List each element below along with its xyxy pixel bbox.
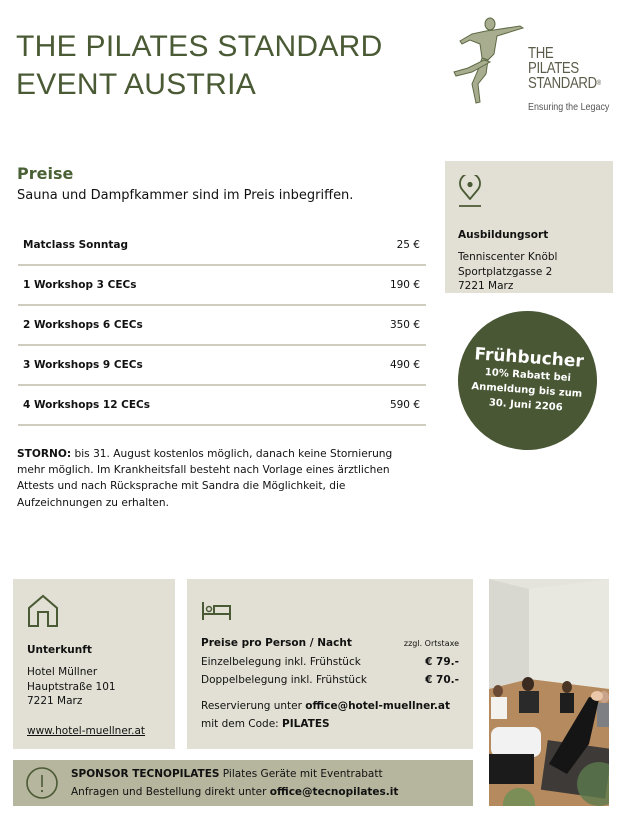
price-label: 4 Workshops 12 CECs bbox=[23, 399, 151, 411]
logo-tagline: Ensuring the Legacy bbox=[528, 101, 610, 113]
price-value: 25 € bbox=[396, 239, 420, 251]
sponsor-banner: SPONSOR TECNOPILATES Pilates Geräte mit Eventrabatt Anfragen und Bestellung direkt unter office@tecnopilates.it bbox=[13, 760, 473, 806]
price-row bbox=[18, 346, 426, 386]
runner-figure-icon bbox=[450, 14, 530, 114]
reservation-email[interactable]: office@hotel-muellner.at bbox=[305, 700, 450, 712]
workshop-photo bbox=[489, 579, 609, 806]
sponsor-name: SPONSOR TECNOPILATES bbox=[71, 768, 220, 780]
house-icon bbox=[27, 594, 59, 628]
prices-heading: Preise bbox=[17, 164, 74, 183]
brand-logo bbox=[450, 14, 620, 118]
price-row bbox=[18, 226, 426, 266]
rates-heading: Preise pro Person / Nacht bbox=[201, 637, 352, 649]
price-label: 1 Workshop 3 CECs bbox=[23, 279, 137, 291]
accommodation-heading: Unterkunft bbox=[27, 644, 92, 656]
storno-label: STORNO: bbox=[17, 448, 72, 460]
sponsor-email[interactable]: office@tecnopilates.it bbox=[269, 786, 399, 798]
location-line: 7221 Marz bbox=[458, 280, 514, 292]
early-bird-title: Frühbucher bbox=[473, 344, 585, 372]
location-heading: Ausbildungsort bbox=[458, 229, 549, 241]
title-line-2: EVENT AUSTRIA bbox=[16, 68, 257, 101]
training-location-box bbox=[445, 161, 613, 293]
exclamation-circle-icon bbox=[25, 766, 59, 800]
early-bird-line: 30. Juni 2206 bbox=[488, 397, 564, 414]
logo-wordmark: THE PILATES STANDARD® bbox=[528, 45, 601, 92]
rate-price: € 79.- bbox=[425, 656, 459, 668]
price-value: 590 € bbox=[389, 399, 420, 411]
rates-note: zzgl. Ortstaxe bbox=[403, 639, 459, 648]
early-bird-line: 10% Rabatt bei bbox=[484, 367, 572, 385]
accommodation-line: 7221 Marz bbox=[27, 695, 83, 707]
price-value: 190 € bbox=[389, 279, 420, 291]
map-pin-icon bbox=[458, 175, 482, 209]
price-row bbox=[18, 266, 426, 306]
bed-icon bbox=[201, 601, 233, 621]
rate-label: Einzelbelegung inkl. Frühstück bbox=[201, 656, 361, 668]
price-label: 3 Workshops 9 CECs bbox=[23, 359, 143, 371]
accommodation-box bbox=[13, 579, 175, 749]
price-label: Matclass Sonntag bbox=[23, 239, 128, 251]
rate-label: Doppelbelegung inkl. Frühstück bbox=[201, 674, 367, 686]
accommodation-line: Hotel Müllner bbox=[27, 666, 98, 678]
location-line: Tenniscenter Knöbl bbox=[458, 251, 558, 263]
page-title bbox=[16, 28, 383, 104]
rate-row bbox=[201, 653, 459, 671]
room-rates-box bbox=[187, 579, 473, 749]
price-value: 350 € bbox=[389, 319, 420, 331]
price-row bbox=[18, 306, 426, 346]
cancellation-policy bbox=[17, 446, 417, 511]
booking-code: PILATES bbox=[282, 718, 330, 730]
early-bird-badge bbox=[453, 306, 601, 454]
location-line: Sportplatzgasse 2 bbox=[458, 265, 553, 278]
storno-text: bis 31. August kostenlos möglich, danach keine Stornierung mehr möglich. Im Krankheitsfall besteht nach Vorlage eines ärztlichen Attests und nach Rücksprache mit Sandra die Möglichkeit, die Aufzeichnungen zu erhalten. bbox=[17, 448, 393, 509]
price-label: 2 Workshops 6 CECs bbox=[23, 319, 143, 331]
hotel-website-link[interactable]: www.hotel-muellner.at bbox=[27, 724, 146, 737]
price-value: 490 € bbox=[389, 359, 420, 371]
prices-subtitle: Sauna und Dampfkammer sind im Preis inbegriffen. bbox=[17, 188, 354, 203]
title-line-1: THE PILATES STANDARD bbox=[16, 30, 383, 63]
early-bird-line: Anmeldung bis zum bbox=[471, 381, 583, 400]
reservation-info: Reservierung unter office@hotel-muellner.at mit dem Code: PILATES bbox=[201, 700, 450, 730]
rate-row bbox=[201, 671, 459, 689]
accommodation-line: Hauptstraße 101 bbox=[27, 680, 116, 693]
price-table bbox=[18, 226, 426, 426]
price-row bbox=[18, 386, 426, 426]
rate-price: € 70.- bbox=[425, 674, 459, 686]
